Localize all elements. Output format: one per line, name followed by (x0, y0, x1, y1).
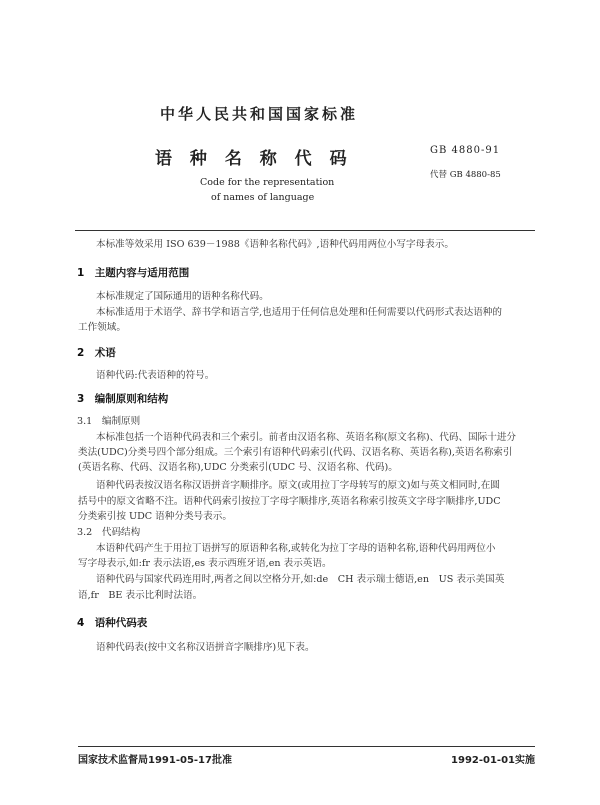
title-english-1: Code for the representation (200, 177, 335, 188)
section-1-heading: 1 主题内容与适用范围 (77, 267, 190, 279)
footer-rule (78, 746, 535, 747)
section-3-1-heading: 3.1 编制原则 (77, 416, 141, 427)
header-rule (75, 230, 535, 231)
text-line: 括号中的原文省略不注。语种代码索引按拉丁字母字顺排序,英语名称索引按英文字母字顺排序,UDC (78, 496, 501, 507)
approval-date: 国家技术监督局1991-05-17批准 (78, 755, 232, 766)
text-line: 语种代码与国家代码连用时,两者之间以空格分开,如:de CH 表示瑞士德语,en US 表示美国英 (96, 574, 505, 585)
text-line: 类法(UDC)分类号四个部分组成。三个索引有语种代码索引(代码、汉语名称、英语名称),英语名称索引 (78, 447, 513, 458)
text-line: 本标准适用于术语学、辞书学和语言学,也适用于任何信息处理和任何需要以代码形式表达语种的 (96, 307, 502, 318)
section-2-heading: 2 术语 (77, 347, 116, 359)
text-line: 语,fr BE 表示比利时法语。 (78, 590, 203, 601)
document-title: 语 种 名 称 代 码 (155, 149, 353, 169)
effective-date: 1992-01-01实施 (451, 755, 535, 766)
section-4-heading: 4 语种代码表 (77, 617, 148, 629)
text-line: 本语种代码产生于用拉丁语拼写的原语种名称,或转化为拉丁字母的语种名称,语种代码用两位小 (96, 543, 496, 554)
title-english-2: of names of language (211, 192, 315, 203)
text-line: 语种代码:代表语种的符号。 (96, 370, 215, 381)
replaces-note: 代替 GB 4880-85 (430, 170, 501, 180)
text-line: 语种代码表按汉语名称汉语拼音字顺排序。原文(或用拉丁字母转写的原文)如与英文相同时,在圆 (96, 480, 500, 491)
text-line: 本标准规定了国际通用的语种名称代码。 (96, 291, 269, 302)
text-line: 语种代码表(按中文名称汉语拼音字顺排序)见下表。 (96, 642, 315, 653)
national-standard-heading: 中华人民共和国国家标准 (160, 105, 359, 123)
section-3-heading: 3 编制原则和结构 (77, 393, 169, 405)
standard-number: GB 4880-91 (430, 145, 501, 156)
section-3-2-heading: 3.2 代码结构 (77, 527, 141, 538)
text-line: 工作领域。 (78, 322, 126, 333)
text-line: 本标准包括一个语种代码表和三个索引。前者由汉语名称、英语名称(原文名称)、代码、国际十进分 (96, 432, 517, 443)
text-line: 分类索引按 UDC 语种分类号表示。 (78, 511, 232, 522)
text-line: 写字母表示,如:fr 表示法语,es 表示西班牙语,en 表示英语。 (78, 558, 332, 569)
intro-paragraph: 本标准等效采用 ISO 639－1988《语种名称代码》,语种代码用两位小写字母表示。 (96, 239, 454, 250)
text-line: (英语名称、代码、汉语名称),UDC 分类索引(UDC 号、汉语名称、代码)。 (78, 462, 398, 473)
